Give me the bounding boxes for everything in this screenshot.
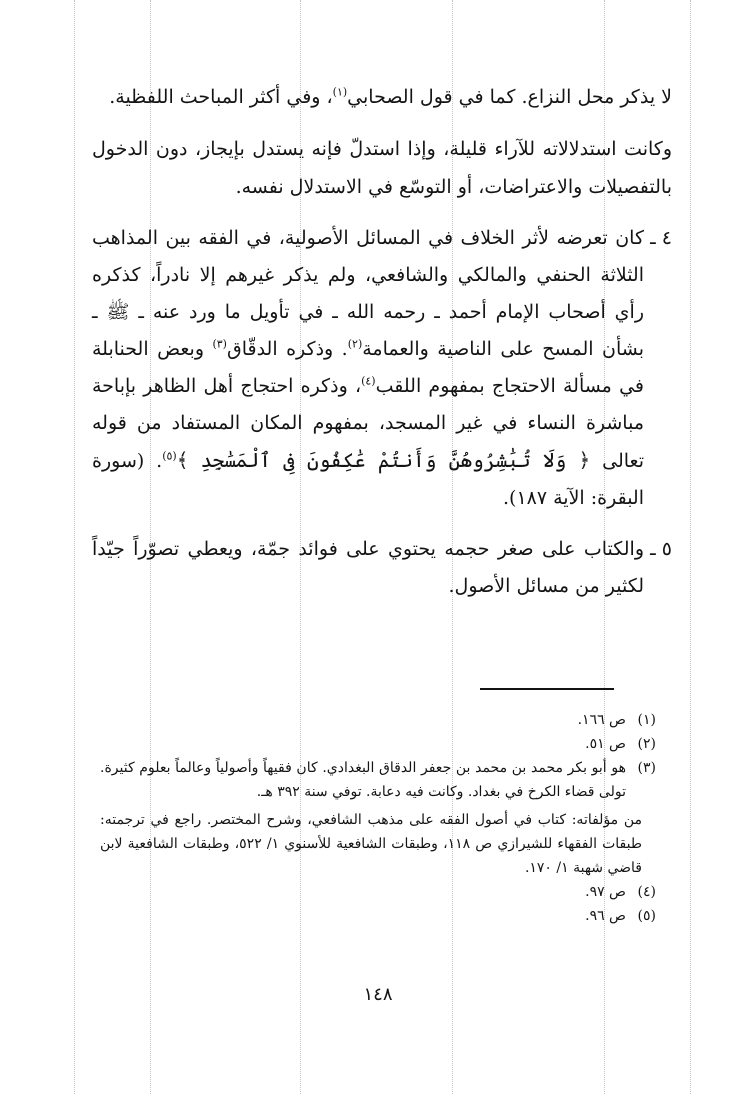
footnote-ref-5: (٥) (162, 449, 177, 463)
footnote-text: ص ١٦٦. (577, 712, 626, 728)
footnote-text: هو أبو بكر محمد بن محمد بن جعفر الدقاق البغدادي. كان فقيهاً وأصولياً وعالماً بعلوم كثيرة. تولى قضاء الكرخ في بغداد. وكانت فيه دعابة. توفي سنة ٣٩٢ هـ. (100, 760, 626, 800)
dotted-guide-line (690, 0, 691, 1094)
footnote-ref-4: (٤) (361, 374, 376, 388)
footnote-number: (١) (637, 712, 656, 728)
footnote-number: (٢) (637, 736, 656, 752)
item-4-text-d: ، وذكره احتجاج أهل الظاهر بإباحة مباشرة النساء في غير المسجد، بمفهوم المكان المستفاد من قوله تعالى (92, 375, 644, 472)
footnote-ref-1: (١) (332, 85, 348, 99)
item-4-text-a: كان تعرضه لأثر الخلاف في المسائل الأصولية، في الفقه بين المذاهب الثلاثة الحنفي والمالكي والشافعي، ولم يذكر غيرهم إلا نادراً، كذكره رأي أصحاب الإمام أحمد ـ رحمه الله ـ في تأويل ما ورد عنه ـ ﷺ ـ بشأن المسح على الناصية والعمامة (92, 227, 644, 360)
footnote-number: (٤) (637, 884, 656, 900)
footnote (100, 880, 656, 904)
paragraph-1-text-a: لا يذكر محل النزاع. كما في قول الصحابي (347, 86, 672, 108)
footnote-number: (٣) (637, 760, 656, 776)
item-4-text-e: . (سورة البقرة: الآية ١٨٧). (92, 450, 644, 509)
footnotes (100, 708, 656, 928)
item-4-text-b: . وذكره الدقّاق (226, 338, 348, 360)
paragraph-1-text-b: ، وفي أكثر المباحث اللفظية. (109, 86, 333, 108)
footnote-ref-3: (٣) (212, 337, 227, 351)
page-number: ١٤٨ (363, 984, 393, 1005)
item-5-text: والكتاب على صغر حجمه يحتوي على فوائد جمّة، ويعطي تصوّراً جيّداً لكثير من مسائل الأصول. (92, 538, 644, 597)
footnote-separator (480, 688, 614, 690)
footnote (100, 732, 656, 756)
list-item-5 (92, 531, 672, 605)
footnote-number: (٥) (637, 908, 656, 924)
footnote-ref-2: (٢) (347, 337, 363, 351)
list-item-4 (92, 220, 672, 517)
list-item-number: ٤ ـ (650, 227, 672, 249)
dotted-guide-line (74, 0, 75, 1094)
footnote-text: ص ٥١. (585, 736, 626, 752)
main-text (92, 78, 672, 619)
footnote-continuation: من مؤلفاته: كتاب في أصول الفقه على مذهب الشافعي، وشرح المختصر. راجع في ترجمته: طبقات الفقهاء للشيرازي ص ١١٨، وطبقات الشافعية للأسنوي ١/ ٥٢٢، وطبقات الشافعية لابن قاضي شهبة ١/ ١٧٠. (100, 812, 643, 876)
list-item-number: ٥ ـ (650, 538, 672, 560)
footnote (100, 756, 656, 804)
quran-verse: ﴿ وَلَا تُبَٰشِرُوهُنَّ وَأَنتُمْ عَٰكِفُونَ فِى ٱلْمَسَٰجِدِ ﴾ (176, 448, 591, 472)
footnote (100, 708, 656, 732)
footnote (100, 904, 656, 928)
footnote-text: ص ٩٦. (585, 908, 626, 924)
item-4-text-c: وبعض الحنابلة في مسألة الاحتجاج بمفهوم اللقب (92, 338, 644, 397)
paragraph-2: وكانت استدلالاته للآراء قليلة، وإذا استدلّ فإنه يستدل بإيجاز، دون الدخول بالتفصيلات والاعتراضات، أو التوسّع في الاستدلال نفسه. (92, 138, 672, 198)
paragraph-1 (92, 78, 672, 116)
footnote-text: ص ٩٧. (585, 884, 626, 900)
